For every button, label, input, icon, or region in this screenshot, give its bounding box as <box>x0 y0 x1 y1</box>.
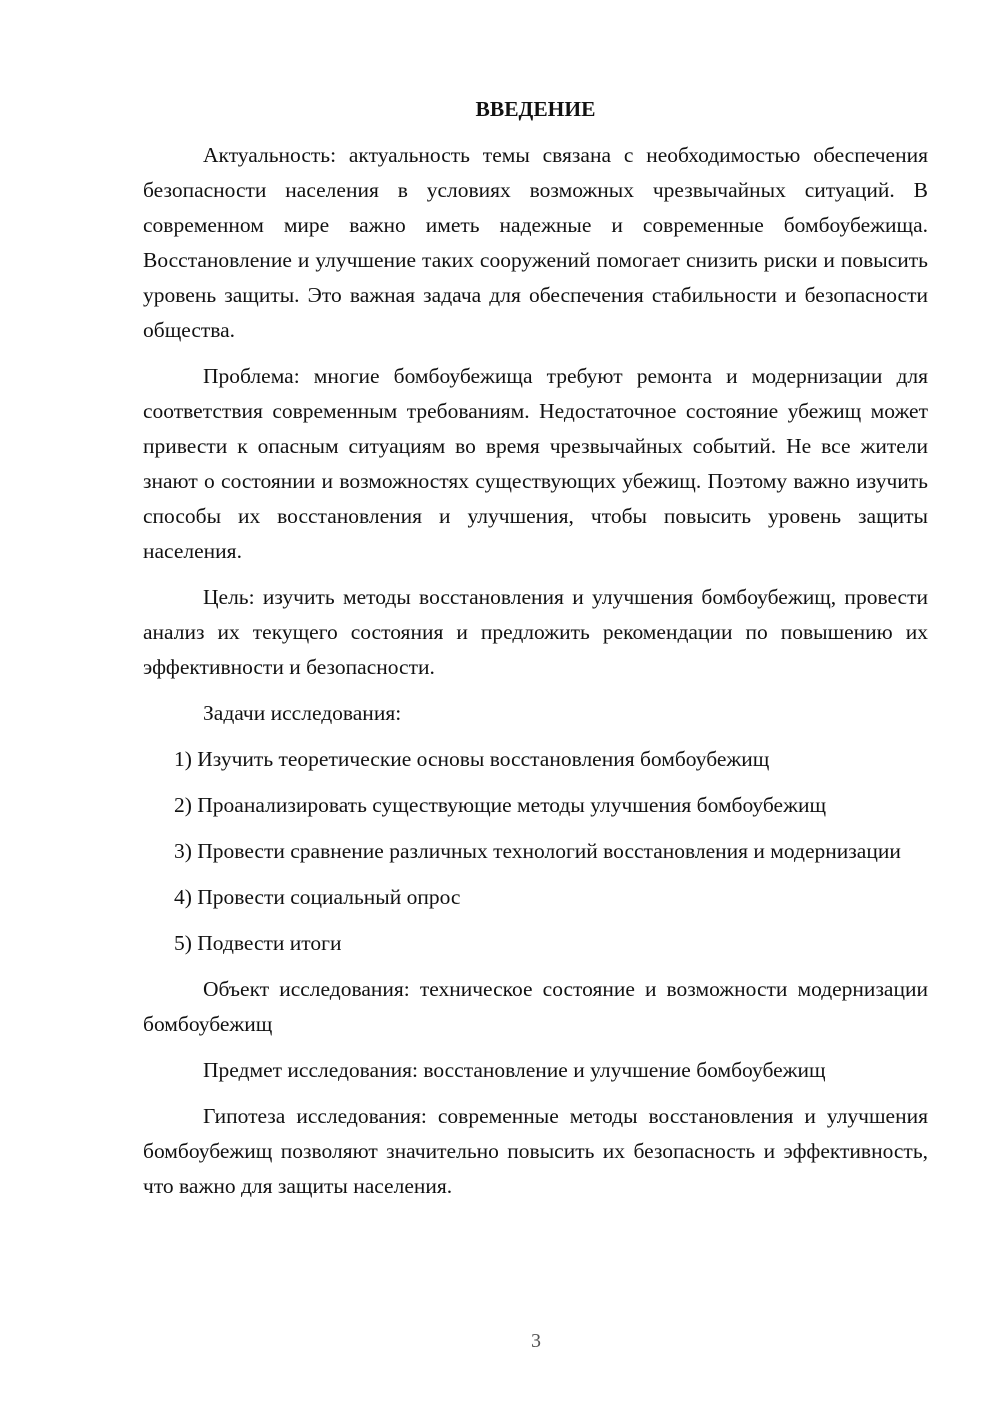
task-item-1: 1) Изучить теоретические основы восстановления бомбоубежищ <box>174 747 770 771</box>
task-item-4: 4) Провести социальный опрос <box>174 885 461 909</box>
paragraph-relevance: Актуальность: актуальность темы связана с необходимостью обеспечения безопасности населения в условиях возможных чрезвычайных ситуаций. В современном мире важно иметь надежные и современные бомбоубежища. Восстановление и улучшение таких сооружений помогает снизить риски и повысить уровень защиты. Это важная задача для обеспечения стабильности и безопасности общества. <box>143 143 928 342</box>
paragraph-object: Объект исследования: техническое состояние и возможности модернизации бомбоубежищ <box>143 977 928 1036</box>
task-item-3: 3) Провести сравнение различных технологий восстановления и модернизации <box>174 839 901 863</box>
task-item-2: 2) Проанализировать существующие методы улучшения бомбоубежищ <box>174 793 827 817</box>
page-number: 3 <box>531 1330 541 1352</box>
paragraph-goal: Цель: изучить методы восстановления и улучшения бомбоубежищ, провести анализ их текущего состояния и предложить рекомендации по повышению их эффективности и безопасности. <box>143 585 928 679</box>
task-item-5: 5) Подвести итоги <box>174 931 342 955</box>
page-title: ВВЕДЕНИЕ <box>475 97 596 121</box>
page-content <box>143 92 928 1215</box>
tasks-heading: Задачи исследования: <box>203 701 402 725</box>
paragraph-problem: Проблема: многие бомбоубежища требуют ремонта и модернизации для соответствия современным требованиям. Недостаточное состояние убежищ может привести к опасным ситуациям во время чрезвычайных событий. Не все жители знают о состоянии и возможностях существующих убежищ. Поэтому важно изучить способы их восстановления и улучшения, чтобы повысить уровень защиты населения. <box>143 364 928 563</box>
paragraph-hypothesis: Гипотеза исследования: современные методы восстановления и улучшения бомбоубежищ позволяют значительно повысить их безопасность и эффективность, что важно для защиты населения. <box>143 1104 928 1198</box>
paragraph-subject: Предмет исследования: восстановление и улучшение бомбоубежищ <box>203 1058 826 1082</box>
